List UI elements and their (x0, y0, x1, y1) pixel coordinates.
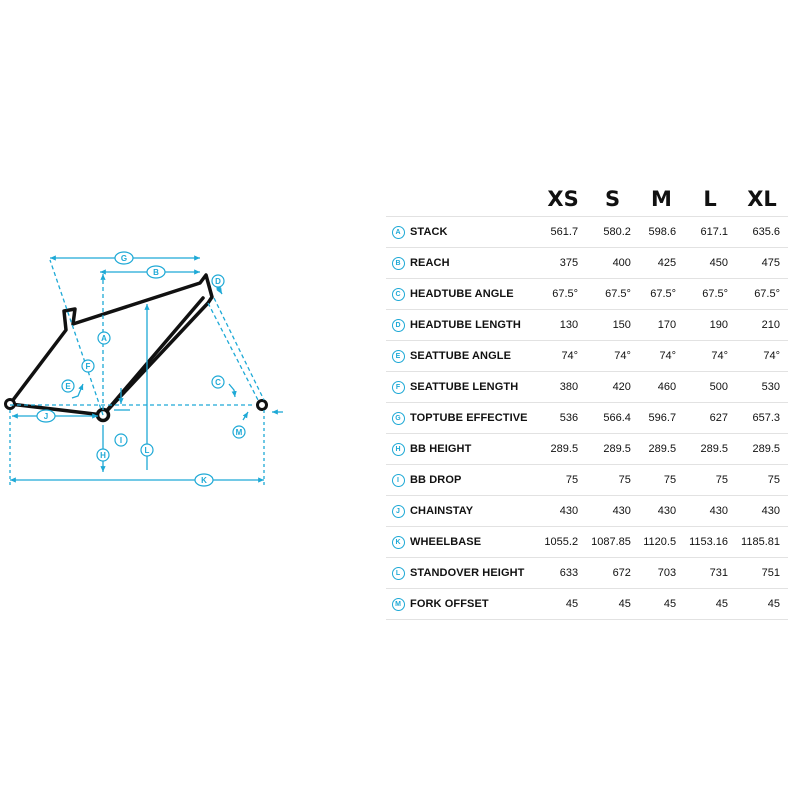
size-header-xl: XL (747, 187, 777, 211)
cell-value: 561.7 (540, 217, 586, 248)
cell-value: 75 (540, 465, 586, 496)
cell-value: 657.3 (736, 403, 788, 434)
cell-value: 74° (639, 341, 684, 372)
cell-value: 536 (540, 403, 586, 434)
cell-value: 74° (540, 341, 586, 372)
table-row (386, 341, 788, 372)
cell-value: 703 (639, 558, 684, 589)
table-row (386, 589, 788, 620)
row-letter-badge: F (392, 381, 405, 394)
table-row (386, 248, 788, 279)
diagram-label-l (141, 444, 153, 456)
geometry-table-body (386, 217, 788, 620)
diagram-label-g (115, 252, 133, 264)
cell-value: 67.5° (586, 279, 639, 310)
cell-value: 566.4 (586, 403, 639, 434)
row-letter-badge: M (392, 598, 405, 611)
svg-text:J: J (43, 412, 49, 421)
cell-value: 580.2 (586, 217, 639, 248)
svg-text:E: E (65, 382, 71, 391)
cell-value: 380 (540, 372, 586, 403)
cell-value: 75 (736, 465, 788, 496)
front-axle (258, 401, 267, 410)
cell-value: 420 (586, 372, 639, 403)
row-label: HEADTUBE LENGTH (410, 310, 540, 341)
cell-value: 289.5 (639, 434, 684, 465)
diagram-label-b (147, 266, 165, 278)
cell-value: 430 (684, 496, 736, 527)
cell-value: 375 (540, 248, 586, 279)
row-letter-badge: L (392, 567, 405, 580)
diagram-label-c (212, 376, 224, 388)
cell-value: 475 (736, 248, 788, 279)
table-row (386, 496, 788, 527)
rear-axle (6, 400, 15, 409)
row-label: CHAINSTAY (410, 496, 540, 527)
cell-value: 425 (639, 248, 684, 279)
row-label: STANDOVER HEIGHT (410, 558, 540, 589)
bike-frame-outline (10, 275, 212, 415)
cell-value: 67.5° (684, 279, 736, 310)
row-label: TOPTUBE EFFECTIVE (410, 403, 540, 434)
size-header-s: S (604, 187, 621, 211)
cell-value: 596.7 (639, 403, 684, 434)
cell-value: 45 (586, 589, 639, 620)
svg-text:H: H (100, 451, 106, 460)
cell-value: 45 (639, 589, 684, 620)
cell-value: 130 (540, 310, 586, 341)
cell-value: 74° (684, 341, 736, 372)
cell-value: 67.5° (639, 279, 684, 310)
cell-value: 210 (736, 310, 788, 341)
svg-text:M: M (235, 428, 243, 437)
cell-value: 74° (736, 341, 788, 372)
table-row (386, 310, 788, 341)
cell-value: 75 (586, 465, 639, 496)
cell-value: 672 (586, 558, 639, 589)
diagram-label-a (98, 332, 110, 344)
cell-value: 1185.81 (736, 527, 788, 558)
cell-value: 598.6 (639, 217, 684, 248)
table-row (386, 372, 788, 403)
cell-value: 75 (684, 465, 736, 496)
svg-text:G: G (120, 254, 128, 263)
diagram-label-m (233, 426, 245, 438)
diagram-label-j (37, 410, 55, 422)
diagram-label-i (115, 434, 127, 446)
cell-value: 460 (639, 372, 684, 403)
cell-value: 1055.2 (540, 527, 586, 558)
svg-text:I: I (119, 436, 123, 445)
cell-value: 430 (540, 496, 586, 527)
cell-value: 170 (639, 310, 684, 341)
row-label: FORK OFFSET (410, 589, 540, 620)
cell-value: 289.5 (540, 434, 586, 465)
diagram-label-h (97, 449, 109, 461)
table-row (386, 279, 788, 310)
cell-value: 633 (540, 558, 586, 589)
row-letter-badge: D (392, 319, 405, 332)
cell-value: 67.5° (736, 279, 788, 310)
row-label: SEATTUBE ANGLE (410, 341, 540, 372)
frame-geometry-diagram (0, 0, 300, 500)
row-letter-badge: G (392, 412, 405, 425)
cell-value: 289.5 (736, 434, 788, 465)
size-header-m: M (651, 187, 672, 211)
table-row (386, 403, 788, 434)
table-row (386, 217, 788, 248)
cell-value: 45 (736, 589, 788, 620)
cell-value: 45 (684, 589, 736, 620)
row-label: BB DROP (410, 465, 540, 496)
row-label: BB HEIGHT (410, 434, 540, 465)
size-header-l: L (703, 187, 717, 211)
table-row (386, 558, 788, 589)
cell-value: 500 (684, 372, 736, 403)
cell-value: 1153.16 (684, 527, 736, 558)
geometry-table (386, 182, 788, 620)
svg-text:C: C (215, 378, 221, 387)
cell-value: 400 (586, 248, 639, 279)
cell-value: 67.5° (540, 279, 586, 310)
cell-value: 617.1 (684, 217, 736, 248)
row-letter-badge: C (392, 288, 405, 301)
row-letter-badge: I (392, 474, 405, 487)
svg-text:D: D (215, 277, 221, 286)
cell-value: 430 (639, 496, 684, 527)
cell-value: 635.6 (736, 217, 788, 248)
diagram-label-f (82, 360, 94, 372)
table-row (386, 465, 788, 496)
row-label: STACK (410, 217, 540, 248)
row-label: HEADTUBE ANGLE (410, 279, 540, 310)
diagram-label-k (195, 474, 213, 486)
cell-value: 430 (586, 496, 639, 527)
table-row (386, 527, 788, 558)
cell-value: 150 (586, 310, 639, 341)
svg-text:B: B (153, 268, 159, 277)
row-label: REACH (410, 248, 540, 279)
row-letter-badge: E (392, 350, 405, 363)
row-letter-badge: K (392, 536, 405, 549)
row-letter-badge: A (392, 226, 405, 239)
row-letter-badge: H (392, 443, 405, 456)
cell-value: 530 (736, 372, 788, 403)
size-header-xs: XS (547, 187, 579, 211)
cell-value: 45 (540, 589, 586, 620)
cell-value: 430 (736, 496, 788, 527)
row-label: WHEELBASE (410, 527, 540, 558)
row-label: SEATTUBE LENGTH (410, 372, 540, 403)
diagram-label-d (212, 275, 224, 287)
svg-text:K: K (201, 476, 207, 485)
cell-value: 1120.5 (639, 527, 684, 558)
svg-text:L: L (144, 446, 150, 455)
cell-value: 627 (684, 403, 736, 434)
cell-value: 74° (586, 341, 639, 372)
table-row (386, 434, 788, 465)
cell-value: 289.5 (684, 434, 736, 465)
row-letter-badge: J (392, 505, 405, 518)
cell-value: 751 (736, 558, 788, 589)
cell-value: 190 (684, 310, 736, 341)
size-header-row (386, 182, 788, 217)
cell-value: 450 (684, 248, 736, 279)
cell-value: 75 (639, 465, 684, 496)
cell-value: 1087.85 (586, 527, 639, 558)
svg-text:F: F (85, 362, 91, 371)
svg-text:A: A (101, 334, 107, 343)
cell-value: 731 (684, 558, 736, 589)
diagram-label-e (62, 380, 74, 392)
row-letter-badge: B (392, 257, 405, 270)
cell-value: 289.5 (586, 434, 639, 465)
